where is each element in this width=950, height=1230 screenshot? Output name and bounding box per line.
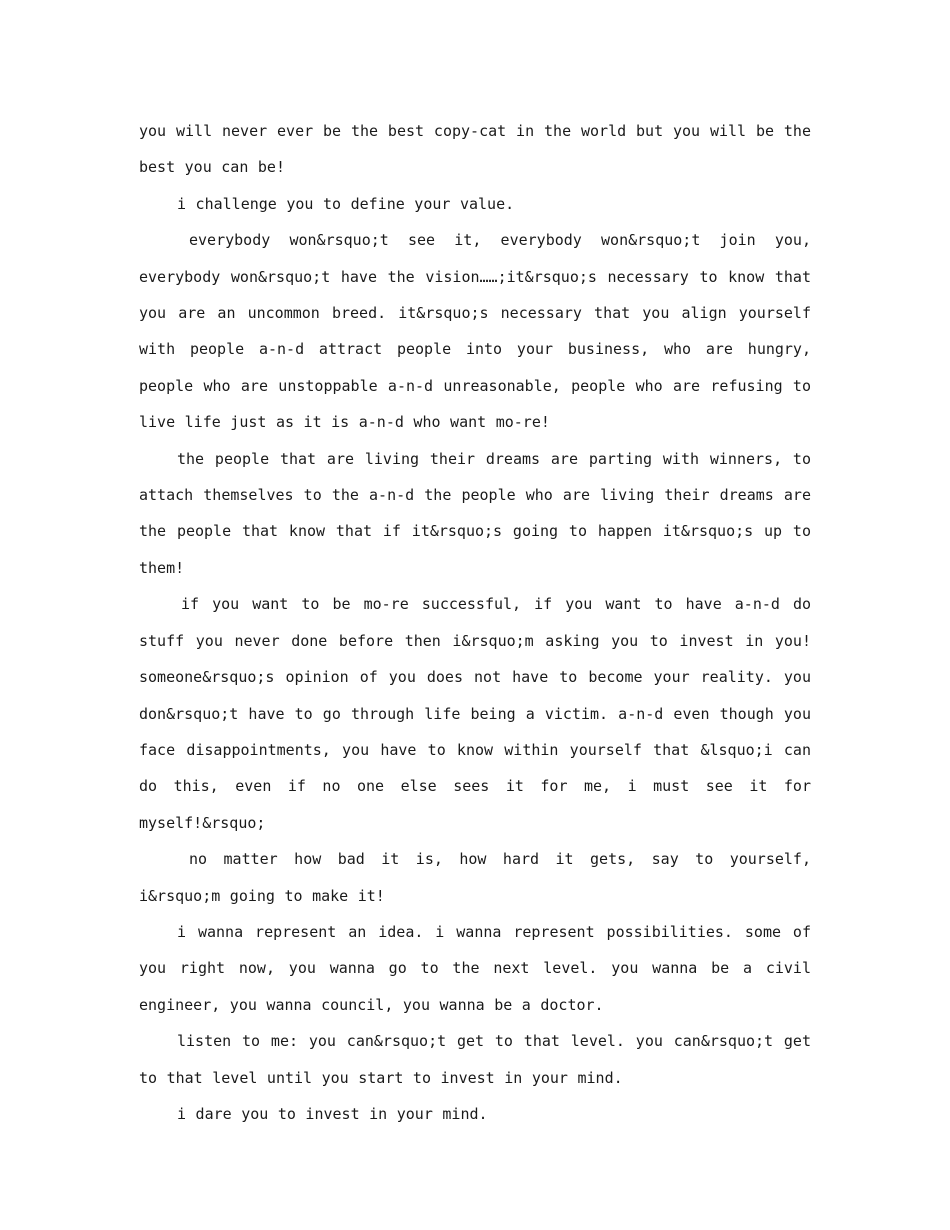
document-body bbox=[139, 113, 811, 1132]
paragraph: if you want to be mo-re successful, if you want to have a-n-d do stuff you never done before then i&rsquo;m asking you to invest in you! someone&rsquo;s opinion of you does not have to become your reality. you don&rsquo;t have to go through life being a victim. a-n-d even though you face disappointments, you have to know within yourself that &lsquo;i can do this, even if no one else sees it for me, i must see it for myself!&rsquo; bbox=[139, 595, 811, 832]
paragraph: i wanna represent an idea. i wanna represent possibilities. some of you right now, you wanna go to the next level. you wanna be a civil engineer, you wanna council, you wanna be a doctor. bbox=[139, 922, 811, 1014]
paragraph: listen to me: you can&rsquo;t get to that level. you can&rsquo;t get to that level until you start to invest in your mind. bbox=[139, 1032, 811, 1087]
paragraph: no matter how bad it is, how hard it gets, say to yourself, i&rsquo;m going to make it! bbox=[139, 850, 811, 905]
paragraph: i challenge you to define your value. bbox=[177, 194, 515, 213]
paragraph: you will never ever be the best copy-cat in the world but you will be the best you can be! bbox=[139, 122, 811, 177]
paragraph: the people that are living their dreams are parting with winners, to attach themselves to the a-n-d the people who are living their dreams are the people that know that if it&rsquo;s going to happen it&rsquo;s up to them! bbox=[139, 449, 811, 577]
paragraph: everybody won&rsquo;t see it, everybody won&rsquo;t join you, everybody won&rsquo;t have the vision……;it&rsquo;s necessary to know that you are an uncommon breed. it&rsquo;s necessary that you align yourself with people a-n-d attract people into your business, who are hungry, people who are unstoppable a-n-d unreasonable, people who are refusing to live life just as it is a-n-d who want mo-re! bbox=[139, 231, 811, 432]
paragraph: i dare you to invest in your mind. bbox=[177, 1104, 488, 1123]
